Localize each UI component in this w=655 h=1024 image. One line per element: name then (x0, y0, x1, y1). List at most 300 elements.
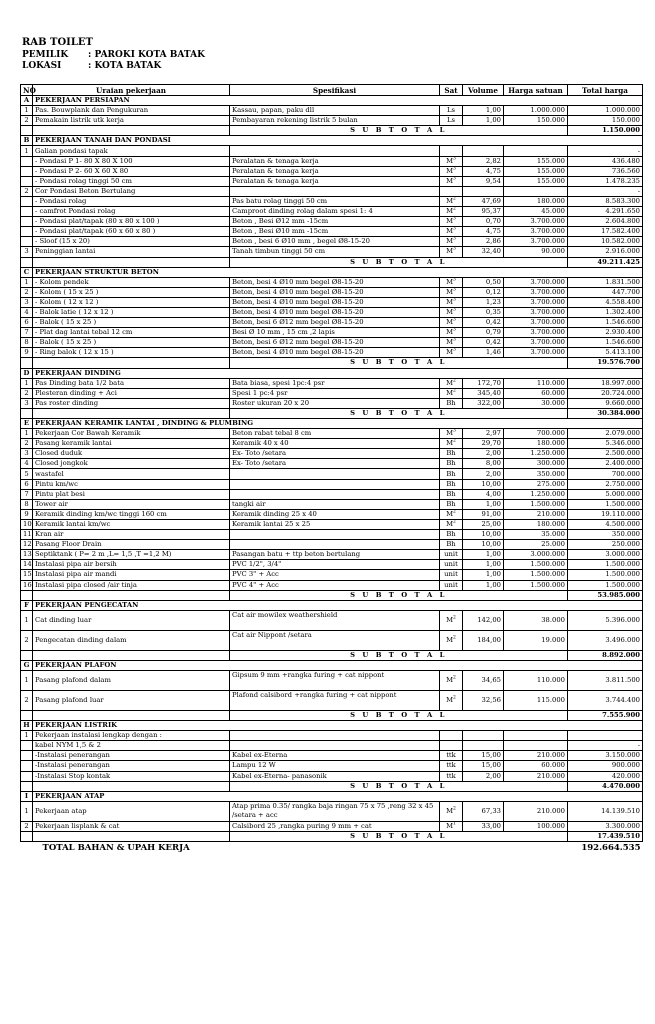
item-number: 7 (21, 489, 33, 499)
item-specification: Kabel ex-Eterna (230, 751, 440, 761)
item-unit-price: 60.000 (504, 388, 568, 398)
item-volume: 25,00 (463, 519, 504, 529)
table-row (21, 307, 643, 317)
item-total-price: - (568, 741, 643, 751)
subtotal-value: 53.985.000 (568, 590, 643, 600)
item-description: -Instalasi penerangan (33, 761, 230, 771)
item-unit (440, 247, 463, 257)
unit-text: ttk (446, 771, 456, 780)
table-row (21, 519, 643, 529)
item-volume: 2,00 (463, 771, 504, 781)
item-specification: Pas batu rolag tinggi 50 cm (230, 196, 440, 206)
item-specification: Pasangan batu + ttp beton bertulang (230, 550, 440, 560)
table-row (21, 388, 643, 398)
item-unit (440, 429, 463, 439)
item-unit-price: 1.250.000 (504, 489, 568, 499)
unit-exponent: 2 (453, 695, 456, 701)
item-unit-price: 3.700.000 (504, 338, 568, 348)
item-number: 1 (21, 429, 33, 439)
unit-text: M (446, 806, 454, 815)
item-number: 6 (21, 318, 33, 328)
item-volume: 47,69 (463, 196, 504, 206)
item-number: 15 (21, 570, 33, 580)
item-unit (440, 741, 463, 751)
subtotal-label: S U B T O T A L (230, 710, 568, 720)
section-code: H (21, 721, 33, 731)
item-volume: 1,23 (463, 297, 504, 307)
unit-text: M (446, 247, 454, 256)
item-unit-price: 3.700.000 (504, 277, 568, 287)
subtotal-row (21, 710, 643, 720)
item-unit-price: 1.500.000 (504, 570, 568, 580)
item-volume: 4,75 (463, 166, 504, 176)
section-header-row (21, 136, 643, 146)
table-row (21, 439, 643, 449)
unit-text: M (446, 439, 454, 448)
table-row (21, 570, 643, 580)
item-specification (230, 530, 440, 540)
item-number (21, 156, 33, 166)
subtotal-spacer (33, 710, 230, 720)
subtotal-value: 7.555.900 (568, 710, 643, 720)
item-number: 7 (21, 328, 33, 338)
section-code: B (21, 136, 33, 146)
unit-text: unit (444, 560, 458, 569)
item-unit-price: 3.000.000 (504, 550, 568, 560)
item-specification: Pembayaran rekening listrik 5 bulan (230, 116, 440, 126)
table-row (21, 116, 643, 126)
unit-text: Bh (446, 489, 456, 498)
document-header (22, 37, 205, 73)
item-volume: 32,56 (463, 690, 504, 710)
table-row (21, 630, 643, 650)
column-header: Uraian pekerjaan (33, 85, 230, 96)
item-total-price: 420.000 (568, 771, 643, 781)
item-volume: 4,00 (463, 489, 504, 499)
item-number: 1 (21, 670, 33, 690)
section-code: C (21, 267, 33, 277)
subtotal-label: S U B T O T A L (230, 650, 568, 660)
column-header: Harga satuan (504, 85, 568, 96)
item-unit (440, 378, 463, 388)
unit-exponent: 3 (453, 428, 456, 434)
unit-text: M (446, 821, 454, 830)
subtotal-row (21, 358, 643, 368)
item-unit (440, 146, 463, 156)
item-unit-price: 3.700.000 (504, 287, 568, 297)
item-description: - Pondasi plat/tapak (80 x 80 x 100 ) (33, 217, 230, 227)
item-number: 10 (21, 519, 33, 529)
item-unit-price: 110.000 (504, 378, 568, 388)
unit-exponent: 2 (453, 635, 456, 641)
item-description: Pasang plafond luar (33, 690, 230, 710)
item-specification: PVC 4" + Acc (230, 580, 440, 590)
item-unit-price: 38.000 (504, 610, 568, 630)
item-specification: Cat air Nippont /setara (230, 630, 440, 650)
item-description: - Balok ( 15 x 25 ) (33, 318, 230, 328)
item-total-price: 3.150.000 (568, 751, 643, 761)
owner-line (22, 50, 205, 62)
item-description: - camfrot Pondasi rolag (33, 207, 230, 217)
item-number: 4 (21, 307, 33, 317)
item-total-price: - (568, 146, 643, 156)
unit-exponent: 3 (453, 216, 456, 222)
item-unit-price: 3.700.000 (504, 297, 568, 307)
subtotal-row (21, 590, 643, 600)
unit-text: M (446, 318, 454, 327)
item-unit (440, 449, 463, 459)
item-number (21, 207, 33, 217)
item-unit (440, 751, 463, 761)
item-specification: Lampu 12 W (230, 761, 440, 771)
item-description: Pasang Floor Drain (33, 540, 230, 550)
item-unit-price: 210.000 (504, 771, 568, 781)
item-unit (440, 307, 463, 317)
item-total-price: 2.079.000 (568, 429, 643, 439)
item-total-price: 1.546.600 (568, 338, 643, 348)
item-specification: Roster ukuran 20 x 20 (230, 398, 440, 408)
section-code: A (21, 96, 33, 106)
table-row (21, 731, 643, 741)
item-description: Keramik lantai km/wc (33, 519, 230, 529)
item-number (21, 227, 33, 237)
item-total-price: 1.500.000 (568, 580, 643, 590)
item-unit (440, 499, 463, 509)
item-unit (440, 761, 463, 771)
unit-text: M (446, 217, 454, 226)
item-total-price: 1.500.000 (568, 560, 643, 570)
unit-text: M (446, 519, 454, 528)
item-description: Instalasi pipa air bersih (33, 560, 230, 570)
item-unit (440, 116, 463, 126)
section-header-row (21, 721, 643, 731)
item-volume: 0,42 (463, 338, 504, 348)
item-specification (230, 489, 440, 499)
item-number: 2 (21, 821, 33, 831)
unit-text: M (446, 429, 454, 438)
item-total-price: 3.300.000 (568, 821, 643, 831)
item-total-price: 350.000 (568, 530, 643, 540)
subtotal-spacer (33, 257, 230, 267)
item-description: Instalasi pipa closed /air tinja (33, 580, 230, 590)
item-total-price: 4.558.400 (568, 297, 643, 307)
item-description: - Pondasi plat/tapak (60 x 60 x 80 ) (33, 227, 230, 237)
item-total-price: 4.500.000 (568, 519, 643, 529)
item-description: Pasang plafond dalam (33, 670, 230, 690)
unit-exponent: 3 (453, 247, 456, 253)
item-specification: Peralatan & tenaga kerja (230, 156, 440, 166)
table-row (21, 479, 643, 489)
item-specification: PVC 1/2", 3/4" (230, 560, 440, 570)
item-total-price: 2.400.000 (568, 459, 643, 469)
table-row (21, 227, 643, 237)
item-number: 2 (21, 116, 33, 126)
item-number: 5 (21, 469, 33, 479)
item-description: Pengecatan dinding dalam (33, 630, 230, 650)
item-number (21, 166, 33, 176)
item-specification: Spesi 1 pc:4 psr (230, 388, 440, 398)
item-number: 8 (21, 338, 33, 348)
subtotal-spacer (21, 590, 33, 600)
item-number: 12 (21, 540, 33, 550)
item-unit-price: 3.700.000 (504, 217, 568, 227)
item-volume: 10,00 (463, 530, 504, 540)
section-code: I (21, 791, 33, 801)
unit-text: M (446, 297, 454, 306)
item-total-price: 3.744.400 (568, 690, 643, 710)
column-header: Spesifikasi (230, 85, 440, 96)
item-volume (463, 741, 504, 751)
item-unit (440, 821, 463, 831)
subtotal-spacer (21, 710, 33, 720)
item-unit (440, 398, 463, 408)
table-row (21, 247, 643, 257)
item-specification: Cat air mowilex weathershield (230, 610, 440, 630)
unit-exponent: 1 (453, 821, 456, 827)
item-unit-price: 3.700.000 (504, 328, 568, 338)
section-title: PEKERJAAN PENGECATAN (33, 600, 643, 610)
section-header-row (21, 600, 643, 610)
table-row (21, 821, 643, 831)
subtotal-row (21, 408, 643, 418)
item-description: - Sloof (15 x 20) (33, 237, 230, 247)
item-unit (440, 287, 463, 297)
item-specification: Tanah timbun tinggi 50 cm (230, 247, 440, 257)
item-volume: 184,00 (463, 630, 504, 650)
item-total-price: 18.997.000 (568, 378, 643, 388)
section-title: PEKERJAAN ATAP (33, 791, 643, 801)
unit-text: unit (444, 580, 458, 589)
owner-value: : PAROKI KOTA BATAK (88, 49, 205, 60)
item-total-price: 2.604.800 (568, 217, 643, 227)
unit-text: Bh (446, 540, 456, 549)
item-total-price: 700.000 (568, 469, 643, 479)
item-specification: Keramik dinding 25 x 40 (230, 509, 440, 519)
item-specification: Beton, besi 4 Ø10 mm begel Ø8-15-20 (230, 277, 440, 287)
section-title: PEKERJAAN STRUKTUR BETON (33, 267, 643, 277)
table-row (21, 176, 643, 186)
item-unit-price: 210.000 (504, 801, 568, 821)
item-number (21, 217, 33, 227)
item-total-price: 17.582.400 (568, 227, 643, 237)
item-number: 14 (21, 560, 33, 570)
item-volume: 29,70 (463, 439, 504, 449)
subtotal-spacer (21, 781, 33, 791)
table-row (21, 489, 643, 499)
item-description: kabel NYM 1,5 & 2 (33, 741, 230, 751)
item-number (21, 771, 33, 781)
item-description: Pintu km/wc (33, 479, 230, 489)
item-total-price: 3.496.000 (568, 630, 643, 650)
item-total-price: 736.560 (568, 166, 643, 176)
item-unit (440, 670, 463, 690)
item-total-price: 447.700 (568, 287, 643, 297)
item-volume: 15,00 (463, 751, 504, 761)
item-volume: 1,00 (463, 116, 504, 126)
item-total-price: 1.831.500 (568, 277, 643, 287)
subtotal-spacer (21, 257, 33, 267)
item-volume (463, 146, 504, 156)
item-unit-price (504, 741, 568, 751)
unit-text: Bh (446, 398, 456, 407)
table-row (21, 156, 643, 166)
item-number: 3 (21, 449, 33, 459)
item-description: Plesteran dinding + Aci (33, 388, 230, 398)
item-unit (440, 156, 463, 166)
item-description: Galian pondasi tapak (33, 146, 230, 156)
unit-text: M (446, 695, 454, 704)
subtotal-value: 17.439.510 (568, 831, 643, 841)
unit-text: M (446, 176, 454, 185)
item-specification: Calsibord 25 ,rangka puring 9 mm + cat (230, 821, 440, 831)
item-total-price: 1.302.400 (568, 307, 643, 317)
location-line (22, 61, 205, 73)
item-volume: 10,00 (463, 479, 504, 489)
item-number (21, 196, 33, 206)
item-unit (440, 459, 463, 469)
item-volume: 2,00 (463, 449, 504, 459)
item-number: 1 (21, 801, 33, 821)
unit-text: M (446, 348, 454, 357)
item-description: - Kolom ( 15 x 25 ) (33, 287, 230, 297)
subtotal-value: 4.470.000 (568, 781, 643, 791)
item-number: 1 (21, 731, 33, 741)
item-description: Cor Pondasi Beton Bertulang (33, 186, 230, 196)
item-volume: 322,00 (463, 398, 504, 408)
item-specification (230, 479, 440, 489)
unit-exponent: 3 (453, 317, 456, 323)
item-specification: Gipsum 9 mm +rangka furing + cat nippont (230, 670, 440, 690)
item-volume: 8,00 (463, 459, 504, 469)
section-header-row (21, 660, 643, 670)
owner-label: PEMILIK (22, 49, 69, 60)
item-description: Pasang keramik lantai (33, 439, 230, 449)
unit-exponent: 3 (453, 307, 456, 313)
column-header: Volume (463, 85, 504, 96)
item-total-price: - (568, 186, 643, 196)
unit-exponent: 3 (453, 338, 456, 344)
item-total-price: 3.000.000 (568, 550, 643, 560)
item-total-price: 2.500.000 (568, 449, 643, 459)
item-total-price: 150.000 (568, 116, 643, 126)
item-unit-price: 30.000 (504, 398, 568, 408)
item-unit (440, 176, 463, 186)
item-number (21, 176, 33, 186)
item-description: - Pondasi rolag tinggi 50 cm (33, 176, 230, 186)
item-volume: 2,97 (463, 429, 504, 439)
document-title: RAB TOILET (22, 37, 93, 48)
item-volume: 1,00 (463, 106, 504, 116)
subtotal-spacer (21, 126, 33, 136)
section-header-row (21, 419, 643, 429)
table-row (21, 690, 643, 710)
item-description: Pas Dinding bata 1/2 bata (33, 378, 230, 388)
item-volume: 10,00 (463, 540, 504, 550)
item-unit (440, 610, 463, 630)
item-unit-price: 350.000 (504, 469, 568, 479)
item-description: Pas. Bouwplank dan Pengukuran (33, 106, 230, 116)
item-total-price: 250.000 (568, 540, 643, 550)
section-title: PEKERJAAN DINDING (33, 368, 643, 378)
item-number: 1 (21, 610, 33, 630)
subtotal-spacer (33, 408, 230, 418)
item-volume: 34,65 (463, 670, 504, 690)
item-specification: Beton , besi 6 Ø10 mm , begel Ø8-15-20 (230, 237, 440, 247)
item-volume: 2,00 (463, 469, 504, 479)
item-unit-price: 115.000 (504, 690, 568, 710)
unit-exponent: 2 (453, 206, 456, 212)
item-total-price: 20.724.000 (568, 388, 643, 398)
item-total-price: 9.660.000 (568, 398, 643, 408)
unit-exponent: 3 (453, 227, 456, 232)
item-total-price: 900.000 (568, 761, 643, 771)
item-description: - Ring balok ( 12 x 15 ) (33, 348, 230, 358)
item-specification (230, 186, 440, 196)
item-volume: 1,00 (463, 560, 504, 570)
subtotal-spacer (21, 650, 33, 660)
subtotal-label: S U B T O T A L (230, 590, 568, 600)
item-total-price: 2.916.000 (568, 247, 643, 257)
item-volume: 4,75 (463, 227, 504, 237)
table-row (21, 459, 643, 469)
subtotal-spacer (21, 358, 33, 368)
section-header-row (21, 368, 643, 378)
item-number: 2 (21, 439, 33, 449)
unit-text: M (446, 338, 454, 347)
item-total-price: 2.930.400 (568, 328, 643, 338)
item-specification: Beton, besi 6 Ø12 mm begel Ø8-15-20 (230, 318, 440, 328)
item-number: 16 (21, 580, 33, 590)
unit-text: M (446, 388, 454, 397)
subtotal-spacer (21, 831, 33, 841)
item-specification: Plafond calsibord +rangka furing + cat nippont (230, 690, 440, 710)
item-specification (230, 146, 440, 156)
unit-text: M (446, 328, 454, 337)
item-number: 1 (21, 146, 33, 156)
table-row (21, 318, 643, 328)
item-specification: Kabel ex-Eterna- panasonik (230, 771, 440, 781)
item-unit-price: 45.000 (504, 207, 568, 217)
item-number (21, 751, 33, 761)
unit-text: M (446, 207, 454, 216)
section-title: PEKERJAAN TANAH DAN PONDASI (33, 136, 643, 146)
item-description: Cat dinding luar (33, 610, 230, 630)
item-specification: Beton, besi 6 Ø12 mm begel Ø8-15-20 (230, 338, 440, 348)
subtotal-value: 8.892.000 (568, 650, 643, 660)
section-header-row (21, 96, 643, 106)
unit-exponent: 3 (453, 166, 456, 172)
section-title: PEKERJAAN PLAFON (33, 660, 643, 670)
section-code: G (21, 660, 33, 670)
item-description: - Balok latie ( 12 x 12 ) (33, 307, 230, 317)
section-code: E (21, 419, 33, 429)
subtotal-row (21, 126, 643, 136)
item-specification (230, 741, 440, 751)
table-row (21, 106, 643, 116)
table-row (21, 207, 643, 217)
unit-exponent: 2 (453, 196, 456, 202)
subtotal-value: 49.211.425 (568, 257, 643, 267)
unit-text: M (446, 166, 454, 175)
item-unit-price: 35.000 (504, 530, 568, 540)
unit-text: Bh (446, 469, 456, 478)
section-code: F (21, 600, 33, 610)
subtotal-label: S U B T O T A L (230, 126, 568, 136)
table-row (21, 580, 643, 590)
item-specification: Ex- Toto /setara (230, 449, 440, 459)
table-row (21, 771, 643, 781)
item-unit-price: 180.000 (504, 519, 568, 529)
